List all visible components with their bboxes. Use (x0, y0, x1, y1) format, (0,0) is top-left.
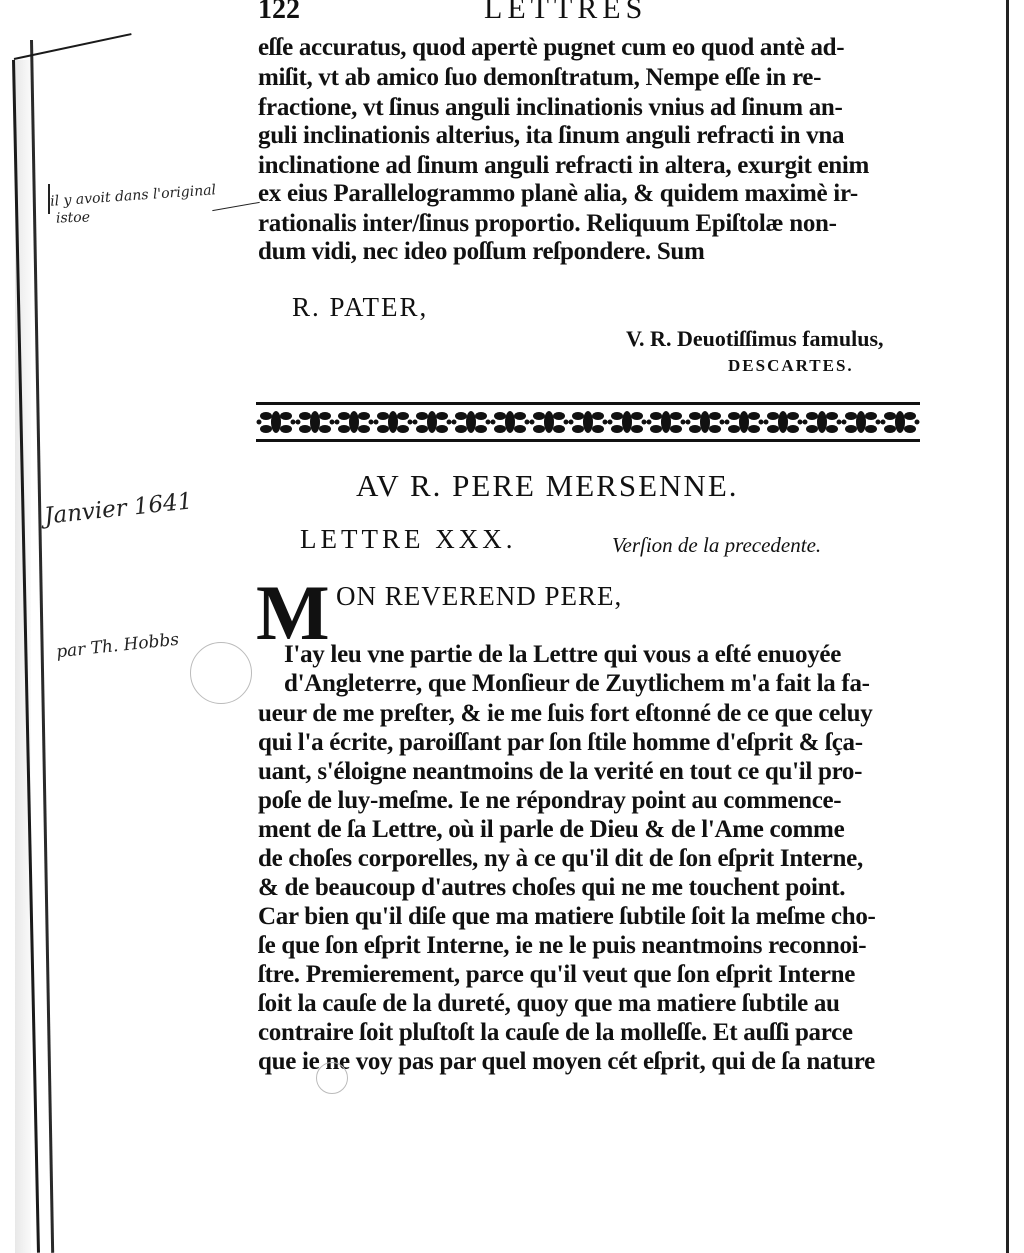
faint-stamp (190, 642, 252, 704)
page-number: 122 (258, 0, 300, 25)
french-line: que ie ne voy pas par quel moyen cét eſprit, qui de ſa nature (258, 1048, 875, 1075)
opening-address: ON REVEREND PERE, (336, 581, 623, 611)
margin-note-author: par Th. Hobbs (55, 629, 180, 663)
latin-line: eſſe accuratus, quod apertè pugnet cum eo quod antè ad- (258, 34, 845, 61)
ornament-band (256, 402, 920, 442)
latin-line: fractione, vt ſinus anguli inclinationis vnius ad ſinum an- (258, 94, 843, 121)
french-line: de choſes corporelles, ny à ce qu'il dit de ſon eſprit Interne, (258, 845, 863, 872)
fleuron (530, 411, 569, 433)
margin-note-date: Janvier 1641 (43, 488, 194, 530)
latin-line: inclinatione ad ſinum anguli refracti in altera, exurgit enim (258, 152, 870, 179)
scan-right-edge (1006, 0, 1009, 1253)
latin-line: dum vidi, nec ideo poſſum reſpondere. Sum (258, 238, 705, 265)
drop-cap: M (256, 569, 330, 656)
signature-name: DESCARTES. (728, 356, 854, 375)
letter-number: LETTRE XXX. (300, 524, 517, 554)
fleuron (335, 411, 374, 433)
latin-line: rationalis inter/ſinus proportio. Reliquum Epiſtolæ non- (258, 210, 837, 237)
fleuron (842, 411, 881, 433)
latin-line: miſit, vt ab amico ſuo demonſtratum, Nempe eſſe in re- (258, 64, 822, 91)
fleuron (764, 411, 803, 433)
letter-version-note: Verſion de la precedente. (612, 533, 822, 557)
french-line: d'Angleterre, que Monſieur de Zuytlichem m'a fait la fa- (284, 670, 870, 697)
latin-line: guli inclinationis alterius, ita ſinum anguli refracti in vna (258, 122, 845, 149)
fleuron (803, 411, 842, 433)
french-line: ſe que ſon eſprit Interne, ie ne le puis neantmoins reconnoi- (258, 932, 867, 959)
fleuron (257, 411, 296, 433)
french-line: ſtre. Premierement, parce qu'il veut que ſon eſprit Interne (258, 961, 856, 988)
latin-line: ex eius Parallelogrammo planè alia, & quidem maximè ir- (258, 180, 858, 207)
margin-note-original-word: istoe (55, 209, 91, 227)
french-line: contraire ſoit pluſtoſt la cauſe de la molleſſe. Et auſſi parce (258, 1019, 853, 1046)
french-line: qui l'a écrite, paroiſſant par ſon ſtile homme d'eſprit & ſça- (258, 729, 863, 756)
letter-heading: AV R. PERE MERSENNE. (356, 468, 739, 503)
fleuron (491, 411, 530, 433)
fleuron (452, 411, 491, 433)
fleuron (413, 411, 452, 433)
fleuron (686, 411, 725, 433)
margin-note-original: il y avoit dans l'original (49, 182, 217, 210)
fleuron (881, 411, 920, 433)
faint-stamp (316, 1062, 348, 1094)
margin-pointer-line (212, 202, 259, 211)
running-title: LETTRES (484, 0, 648, 25)
fleuron (608, 411, 647, 433)
french-line: ment de ſa Lettre, où il parle de Dieu & de l'Ame comme (258, 816, 845, 843)
signature-closing: V. R. Deuotiſſimus famulus, (626, 326, 884, 351)
french-line: Car bien qu'il diſe que ma matiere ſubtile ſoit la meſme cho- (258, 903, 876, 930)
french-line: I'ay leu vne partie de la Lettre qui vous a eſté enuoyée (284, 641, 841, 668)
fleuron (647, 411, 686, 433)
fleuron (374, 411, 413, 433)
french-line: & de beaucoup d'autres choſes qui ne me touchent point. (258, 874, 846, 901)
french-line: ueur de me preſter, & ie me ſuis fort eſtonné de ce que celuy (258, 700, 873, 727)
salutation: R. PATER, (292, 292, 429, 322)
fleuron (569, 411, 608, 433)
french-line: uant, s'éloigne neantmoins de la verité en tout ce qu'il pro- (258, 758, 863, 785)
fleuron (725, 411, 764, 433)
french-line: ſoit la cauſe de la dureté, quoy que ma matiere ſubtile au (258, 990, 840, 1017)
fleuron (296, 411, 335, 433)
french-line: poſe de luy-meſme. Ie ne répondray point au commence- (258, 787, 842, 814)
